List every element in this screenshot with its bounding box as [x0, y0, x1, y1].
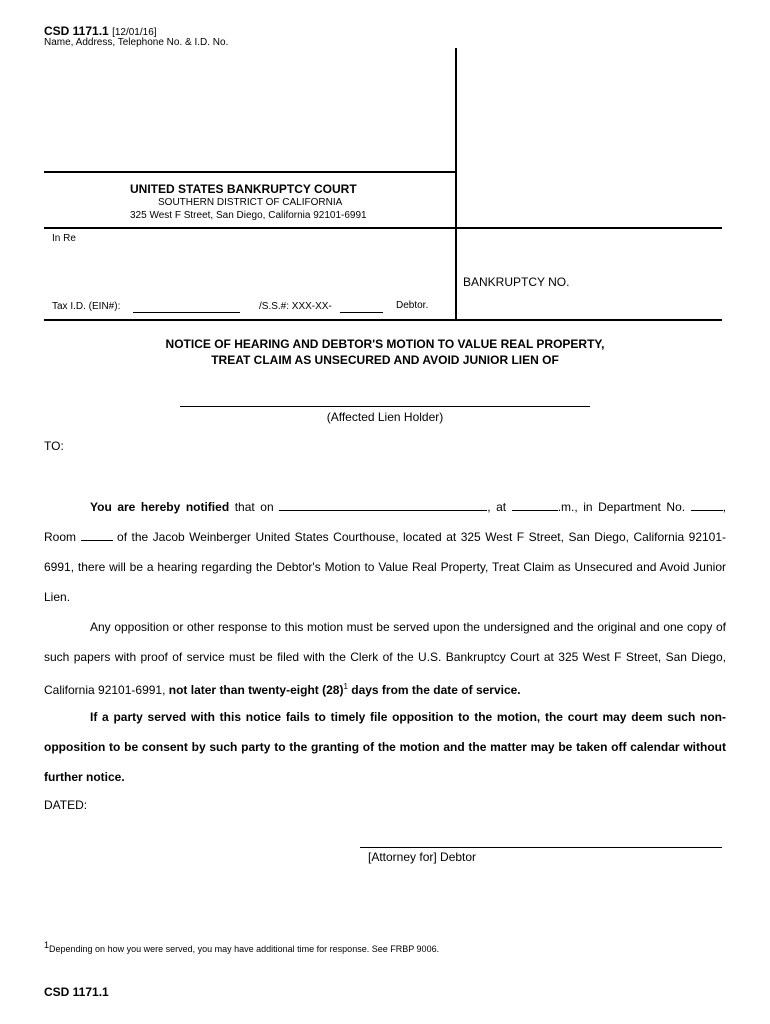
p1-text-d: ,: [722, 500, 726, 514]
ssn-blank[interactable]: [340, 312, 383, 313]
header-vertical-divider: [455, 48, 457, 320]
p2-deadline-text-2: days from the date of service.: [351, 683, 521, 697]
debtor-label: Debtor.: [396, 300, 429, 311]
notice-title-line-1: NOTICE OF HEARING AND DEBTOR'S MOTION TO VALUE REAL PROPERTY,: [165, 337, 605, 351]
p1-room-label: Room: [44, 530, 77, 544]
footnote-text: Depending on how you were served, you may have additional time for response. See FRBP 9006.: [49, 944, 440, 954]
ssn-label: /S.S.#: XXX-XX-: [259, 301, 332, 312]
dated-label: DATED:: [44, 798, 88, 812]
affected-lien-holder-label: (Affected Lien Holder): [326, 410, 444, 424]
name-address-label: Name, Address, Telephone No. & I.D. No.: [44, 37, 229, 48]
court-address: 325 West F Street, San Diego, California 92101-6991: [130, 210, 367, 221]
notice-title-line-2: TREAT CLAIM AS UNSECURED AND AVOID JUNIOR LIEN OF: [211, 353, 559, 367]
notice-paragraph-1: [44, 492, 726, 612]
tax-id-blank[interactable]: [133, 312, 240, 313]
p1-text-a: that on: [234, 500, 274, 514]
hereby-notified-text: You are hereby notified: [90, 500, 230, 514]
to-label: TO:: [44, 439, 64, 453]
court-district: SOUTHERN DISTRICT OF CALIFORNIA: [158, 197, 343, 208]
footnote-marker: 1: [44, 940, 50, 950]
footnote: [44, 940, 439, 954]
bankruptcy-no-label: BANKRUPTCY NO.: [463, 275, 570, 289]
tax-id-label: Tax I.D. (EIN#):: [52, 301, 121, 312]
in-re-label: In Re: [52, 233, 76, 244]
hearing-date-blank[interactable]: [279, 498, 487, 511]
form-date: [12/01/16]: [112, 27, 157, 38]
p2-text-a: Any opposition or other response to this motion must be served upon the undersigned and the original and one copy of such papers with proof of service must be filed with the Clerk of the U.S. Bankruptcy Court at 325 West F Street, San Diego, California 92101-6991,: [44, 620, 726, 697]
notice-paragraph-3: [44, 702, 726, 792]
form-number-header: [44, 24, 157, 38]
signature-line[interactable]: [360, 847, 722, 848]
notice-paragraph-2: [44, 612, 726, 705]
caption-bottom-rule: [44, 319, 722, 321]
footer-form-number: CSD 1171.1: [44, 985, 109, 999]
p3-text: If a party served with this notice fails to timely file opposition to the motion, the court may deem such non-opposition to be consent by such party to the granting of the motion and the matter may be taken off calendar without further notice.: [44, 710, 726, 784]
hearing-time-blank[interactable]: [512, 498, 558, 511]
court-top-rule: [44, 171, 457, 173]
court-name: UNITED STATES BANKRUPTCY COURT: [130, 182, 357, 196]
p2-deadline-text: not later than twenty-eight (28): [168, 683, 344, 697]
attorney-for-debtor-label: [Attorney for] Debtor: [368, 850, 477, 864]
lien-holder-blank[interactable]: [180, 406, 590, 407]
p1-text-c: .m., in Department No.: [557, 500, 686, 514]
p1-text-rest: of the Jacob Weinberger United States Courthouse, located at 325 West F Street, San Diego, California 92101-6991, there will be a hearing regarding the Debtor's Motion to Value Real Property, Treat Claim as Unsecured and Avoid Junior Lien.: [44, 530, 727, 604]
court-bottom-rule: [44, 227, 722, 229]
footnote-ref: 1: [343, 682, 348, 691]
room-no-blank[interactable]: [81, 528, 113, 541]
department-no-blank[interactable]: [691, 498, 723, 511]
form-number: CSD 1171.1: [44, 24, 109, 38]
p1-text-b: , at: [487, 500, 507, 514]
